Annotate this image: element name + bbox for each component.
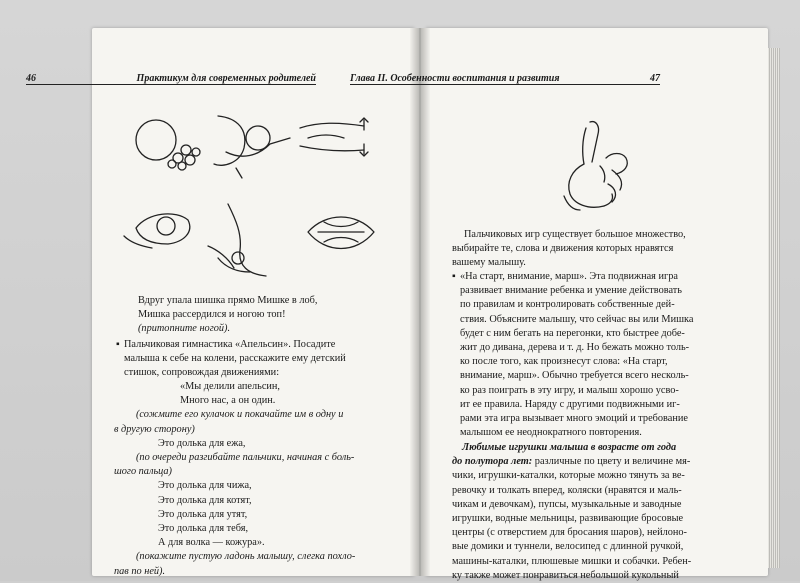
toys-text: различные по цвету и величине мя- bbox=[532, 456, 691, 468]
right-running-title: Глава II. Особенности воспитания и развития bbox=[350, 73, 560, 84]
paragraph-line: будет с ним бегать на перегонки, кто быстрее добе- bbox=[460, 327, 685, 339]
poem-line: Вдруг упала шишка прямо Мишке в лоб, bbox=[138, 295, 318, 306]
paragraph-line bbox=[452, 441, 738, 455]
left-poem-tail bbox=[138, 294, 317, 337]
verse-line: Много нас, а он один. bbox=[180, 395, 276, 407]
poem-line: Мишка рассердился и ногою топ! bbox=[138, 309, 286, 321]
paragraph-line: рами эта игра вызывает много эмоций и требование bbox=[460, 413, 688, 425]
book-gutter bbox=[410, 28, 430, 576]
illustration-hands-gymnastics bbox=[118, 108, 376, 286]
verse-stage-direction: в другую сторону) bbox=[114, 423, 195, 435]
toys-heading: Любимые игрушки малыша в возрасте от года bbox=[462, 442, 677, 453]
paragraph-line: игрушки, водные мельницы, развивающие бросовые bbox=[452, 513, 684, 525]
bullet-mark: ▪ bbox=[116, 339, 120, 350]
paragraph-line: развивает внимание ребенка и умение действовать bbox=[460, 285, 682, 297]
verse-stage-direction: пав по ней). bbox=[114, 565, 166, 577]
paragraph-line: внимание, марш». Обычно требуется всего несколь- bbox=[460, 370, 689, 382]
paragraph-line: ку также может понравиться небольшой кукольный bbox=[452, 569, 679, 581]
right-bullet-paragraph bbox=[452, 270, 738, 440]
paragraph-line: ревочку и толкать вперед, коляски (нравятся и маль- bbox=[452, 484, 682, 496]
verse-stage-direction: (сожмите его кулачок и покачайте им в одну и bbox=[136, 409, 344, 421]
left-verse bbox=[114, 380, 356, 579]
paragraph-line: выбирайте те, слова и движения которых нравятся bbox=[452, 243, 674, 255]
paragraph-line: чики, игрушки-каталки, которые можно тянуть за ве- bbox=[452, 470, 685, 482]
paragraph-line: жит до дивана, дерева и т. д. Но бежать можно толь- bbox=[460, 342, 690, 354]
paragraph-line: малышом ее неоднократного повторения. bbox=[460, 427, 642, 439]
left-running-head bbox=[26, 70, 316, 85]
paragraph-line: вые домики и туннели, велосипед с длинной ручкой, bbox=[452, 541, 684, 553]
paragraph-line: чикам и девочкам), пупсы, музыкальные и заводные bbox=[452, 498, 682, 510]
left-page-number: 46 bbox=[26, 73, 36, 84]
left-bullet-paragraph bbox=[116, 338, 346, 381]
verse-line: Это долька для утят, bbox=[158, 508, 248, 520]
paragraph-line: центры (с отверстием для бросания шаров), нейлоно- bbox=[452, 527, 687, 539]
verse-line: Это долька для тебя, bbox=[158, 523, 249, 535]
paragraph-line: машины-каталки, плюшевые мишки и собачки. Ребен- bbox=[452, 555, 692, 567]
left-running-title: Практикум для современных родителей bbox=[136, 73, 316, 84]
paragraph-line: ко после того, как произнесут слова: «На старт, bbox=[460, 356, 668, 368]
illustration-hand-gesture bbox=[560, 118, 652, 210]
paragraph-line: Пальчиковых игр существует большое множество, bbox=[464, 229, 686, 240]
verse-stage-direction: (по очереди разгибайте пальчики, начиная с боль- bbox=[136, 452, 355, 464]
paragraph-line: «На старт, внимание, марш». Эта подвижная игра bbox=[460, 271, 678, 282]
verse-stage-direction: (покажите пустую ладонь малышу, слегка похло- bbox=[136, 551, 356, 563]
verse-line: «Мы делили апельсин, bbox=[180, 381, 280, 392]
paragraph-line: Пальчиковая гимнастика «Апельсин». Посадите bbox=[124, 339, 336, 350]
paragraph-line: стишок, сопровождая движениями: bbox=[124, 367, 280, 379]
verse-stage-direction: шого пальца) bbox=[114, 466, 172, 478]
verse-line: А для волка — кожура». bbox=[158, 537, 265, 549]
right-toys-paragraph bbox=[452, 441, 738, 583]
right-intro-paragraph bbox=[452, 228, 738, 271]
paragraph-line: ит ее правила. Наряду с другими подвижными иг- bbox=[460, 398, 680, 410]
verse-line: Это долька для ежа, bbox=[158, 437, 246, 449]
paragraph-line: по правилам и контролировать собственные дей- bbox=[460, 299, 675, 311]
paragraph-line bbox=[452, 455, 738, 469]
paragraph-line: ствия. Объясните малышу, что сейчас вы или Мишка bbox=[460, 313, 694, 325]
right-page-number: 47 bbox=[650, 73, 660, 84]
bullet-mark: ▪ bbox=[452, 271, 456, 282]
paragraph-line: вашему малышу. bbox=[452, 257, 526, 269]
poem-stage-direction: (притопните ногой). bbox=[138, 323, 231, 335]
verse-line: Это долька для чижа, bbox=[158, 480, 252, 492]
paragraph-line: ко раз поиграть в эту игру, и малыш хорошо усво- bbox=[460, 384, 679, 396]
paragraph-line: малыша к себе на колени, расскажите ему детский bbox=[124, 353, 346, 365]
page-edges bbox=[768, 48, 780, 568]
verse-line: Это долька для котят, bbox=[158, 494, 252, 506]
toys-heading-continued: до полутора лет: bbox=[452, 456, 533, 468]
right-running-head bbox=[350, 70, 660, 85]
